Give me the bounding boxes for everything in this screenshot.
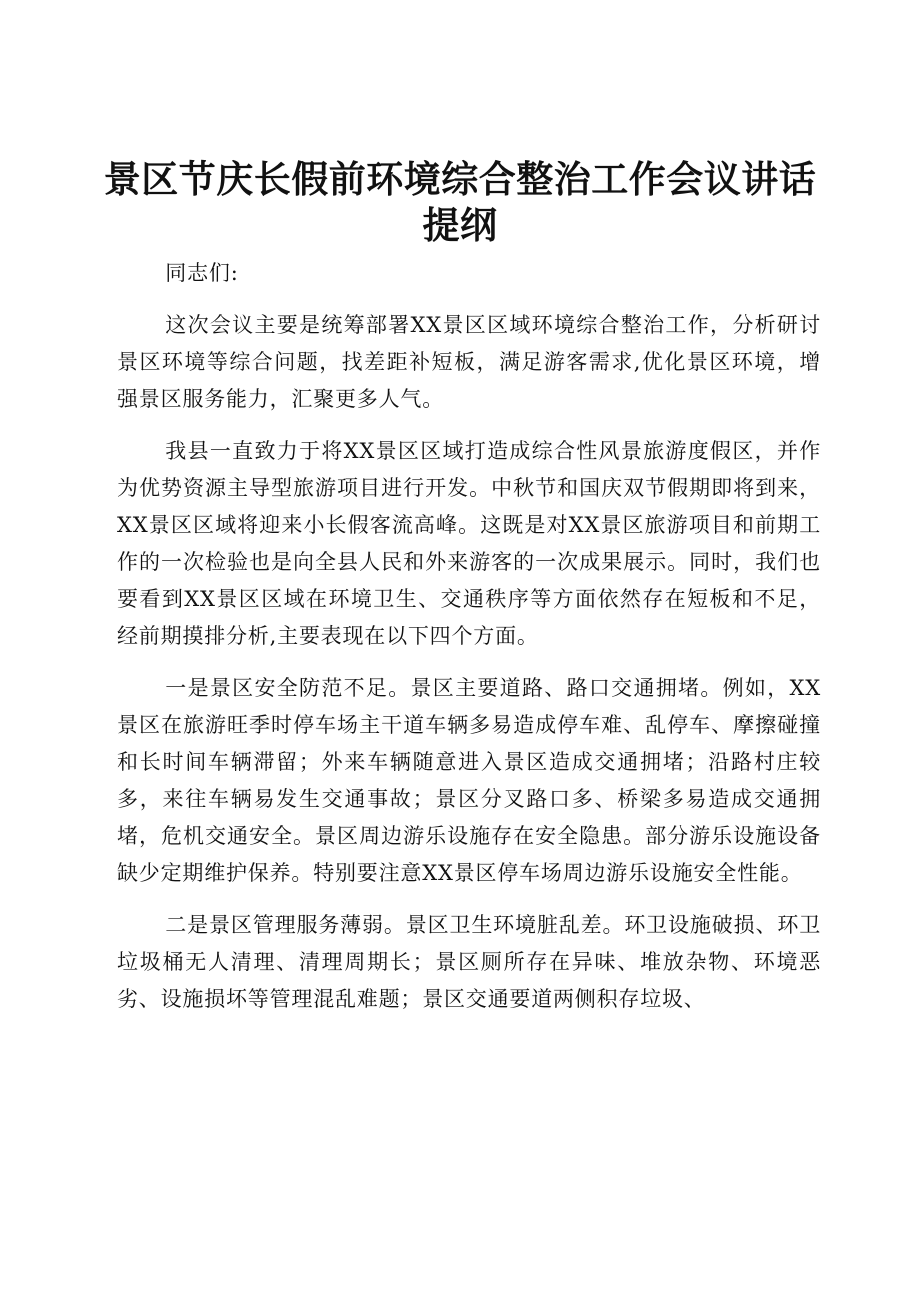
- document-title: 景区节庆长假前环境综合整治工作会议讲话提纲: [103, 158, 817, 247]
- paragraph-issue-one: 一是景区安全防范不足。景区主要道路、路口交通拥堵。例如，XX景区在旅游旺季时停车场主干道车辆多易造成停车难、乱停车、摩擦碰撞和长时间车辆滞留；外来车辆随意进入景区造成交通拥堵；沿路村庄较多，来往车辆易发生交通事故；景区分叉路口多、桥梁多易造成交通拥堵，危机交通安全。景区周边游乐设施存在安全隐患。部分游乐设施设备缺少定期维护保养。特别要注意XX景区停车场周边游乐设施安全性能。: [117, 676, 821, 885]
- paragraph-issue-two: 二是景区管理服务薄弱。景区卫生环境脏乱差。环卫设施破损、环卫垃圾桶无人清理、清理周期长；景区厕所存在异味、堆放杂物、环境恶劣、设施损坏等管理混乱难题；景区交通要道两侧积存垃圾、: [117, 913, 821, 1011]
- document-body: [117, 255, 821, 1033]
- paragraph-background: 我县一直致力于将XX景区区域打造成综合性风景旅游度假区，并作为优势资源主导型旅游项目进行开发。中秋节和国庆双节假期即将到来，XX景区区域将迎来小长假客流高峰。这既是对XX景区旅游项目和前期工作的一次检验也是向全县人民和外来游客的一次成果展示。同时，我们也要看到XX景区区域在环境卫生、交通秩序等方面依然存在短板和不足，经前期摸排分析,主要表现在以下四个方面。: [117, 439, 821, 648]
- salutation: 同志们:: [165, 261, 239, 285]
- paragraph-intro: 这次会议主要是统筹部署XX景区区域环境综合整治工作，分析研讨景区环境等综合问题，找差距补短板，满足游客需求,优化景区环境，增强景区服务能力，汇聚更多人气。: [117, 313, 821, 411]
